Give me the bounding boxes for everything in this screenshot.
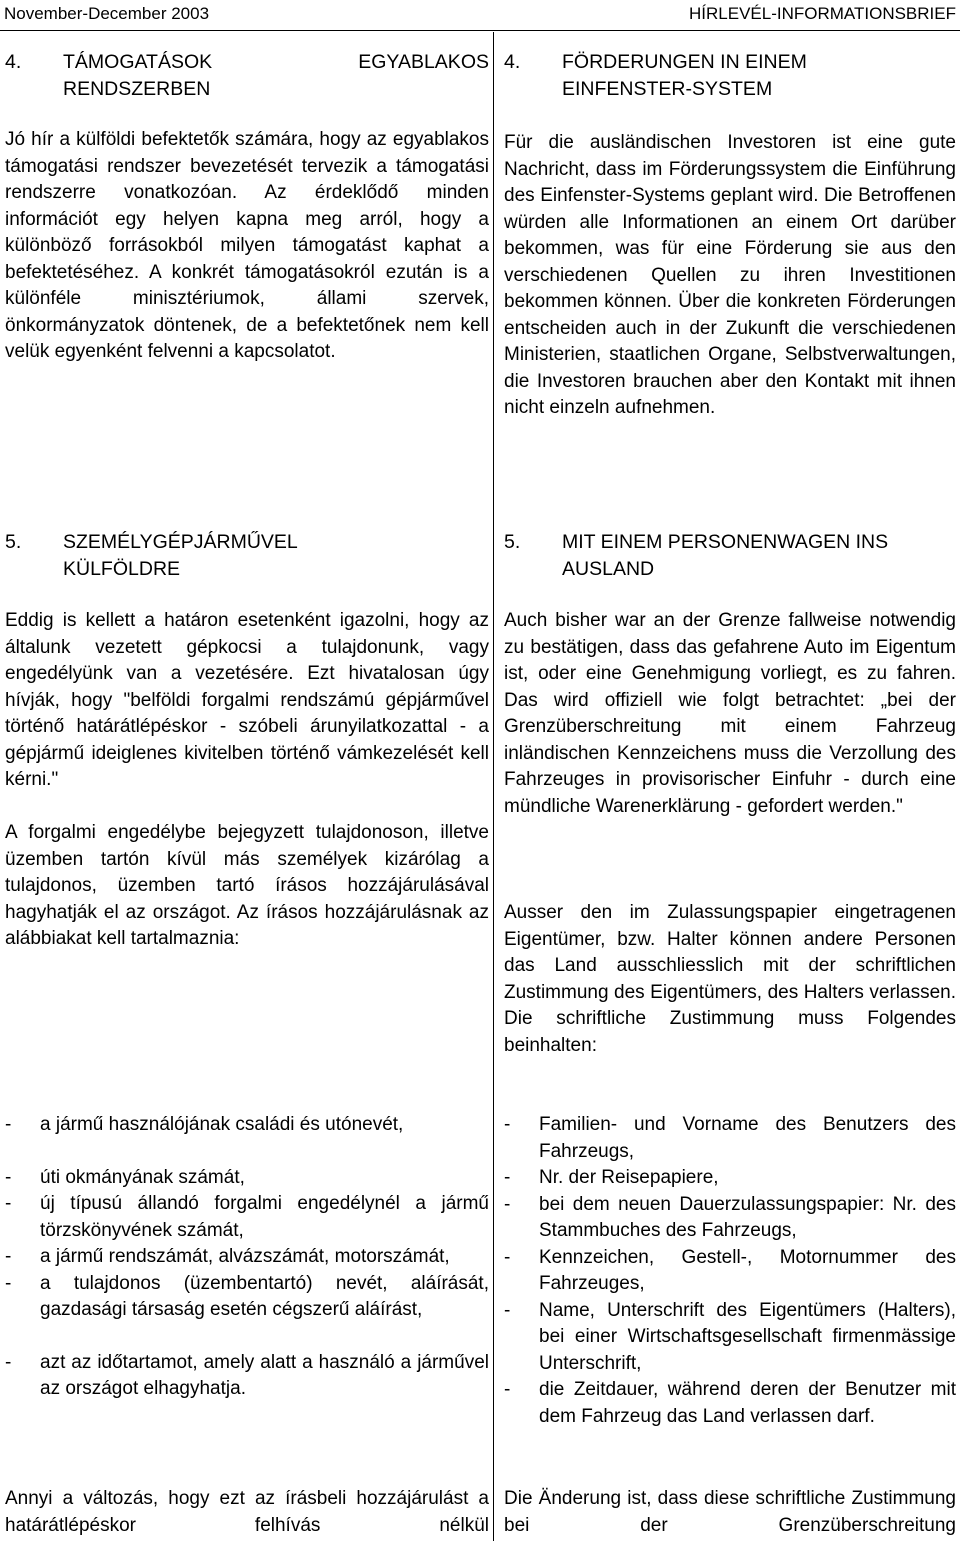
list-dash: -	[5, 1246, 12, 1267]
list-item-text: a jármű használójának családi és utónevét,	[40, 1114, 404, 1135]
list-item-text: Nr. der Reisepapiere,	[539, 1167, 719, 1188]
list-item	[504, 1298, 956, 1378]
list-item	[5, 1244, 489, 1271]
list-dash: -	[5, 1114, 12, 1135]
section-5-body2-hu: A forgalmi engedélybe bejegyzett tulajdonoson, illetve üzemben tartón kívül más személyek kizárólag a tulajdonos, üzemben tartó írásos hozzájárulásával hagyhatják el az országot. Az írásos hozzájárulásnak az alábbiakat kell tartalmaznia:	[5, 822, 489, 949]
list-item-text: bei dem neuen Dauerzulassungspapier: Nr. des Stammbuches des Fahrzeugs,	[539, 1193, 956, 1241]
list-item-text: a tulajdonos (üzembentartó) nevét, aláírását, gazdasági társaság esetén cégszerű aláírást,	[40, 1272, 489, 1320]
section-number: 5.	[504, 531, 521, 553]
list-item	[5, 1350, 489, 1403]
section-5-heading-de	[504, 529, 956, 582]
list-dash: -	[5, 1193, 12, 1214]
list-item	[504, 1192, 956, 1245]
list-item-text: Name, Unterschrift des Eigentümers (Halters), bei einer Wirtschaftsgesellschaft firmenmässige Unterschrift,	[539, 1299, 956, 1374]
section-4-body-de: Für die ausländischen Investoren ist eine gute Nachricht, dass im Förderungssystem die Einführung des Einfenster-Systems geplant wird. Die Betroffenen würden alle Informationen an einem Ort darüber bekommen, was für eine Förderung sie aus den verschiedenen Quellen zu ihren Investitionen bekommen können. Über die konkreten Förderungen entscheiden auch in der Zukunft die verschiedenen Ministerien, staatlichen Organe, Selbstverwaltungen, die Investoren brauchen aber den Kontakt mit ihnen nicht einzeln aufnehmen.	[504, 132, 956, 418]
column-hungarian	[5, 0, 489, 1541]
list-item-text: Kennzeichen, Gestell-, Motornummer des Fahrzeuges,	[539, 1246, 956, 1294]
list-item-text: die Zeitdauer, während deren der Benutzer mit dem Fahrzeug das Land verlassen darf.	[539, 1379, 956, 1427]
list-item-text: a jármű rendszámát, alvázszámát, motorszámát,	[40, 1246, 450, 1267]
section-title: TÁMOGATÁSOK EGYABLAKOS RENDSZERBEN	[63, 51, 489, 100]
list-item	[5, 1271, 489, 1324]
section-5-list-de	[504, 1112, 956, 1430]
list-dash: -	[504, 1299, 511, 1321]
section-number: 4.	[504, 51, 521, 73]
section-4-body-hu: Jó hír a külföldi befektetők számára, hogy az egyablakos támogatási rendszer bevezetését tervezik a támogatási rendszerre vonatkozóan. Az érdeklődő minden információt egy helyen kapna meg arról, hogy a különböző forrásokból milyen támogatást kaphat a befektetéséhez. A konkrét támogatásokról ezután is a különféle minisztériumok, állami szervek, önkormányzatok döntenek, de a befektetőnek nem kell velük egyenként felvenni a kapcsolatot.	[5, 129, 489, 362]
section-number: 4.	[5, 51, 22, 73]
list-item	[5, 1191, 489, 1244]
section-number: 5.	[5, 531, 22, 553]
list-item	[5, 1112, 489, 1139]
list-item-text: új típusú állandó forgalmi engedélynél a jármű törzskönyvének számát,	[40, 1193, 489, 1241]
list-dash: -	[504, 1246, 511, 1268]
section-5-heading-hu	[5, 529, 489, 582]
list-item-text: Familien- und Vorname des Benutzers des Fahrzeugs,	[539, 1114, 956, 1162]
list-dash: -	[5, 1166, 12, 1188]
header-publication-title: HÍRLEVÉL-INFORMATIONSBRIEF	[689, 4, 956, 23]
list-item-text: úti okmányának számát,	[40, 1166, 245, 1188]
list-item	[504, 1165, 956, 1192]
list-dash: -	[504, 1379, 511, 1400]
list-dash: -	[504, 1193, 511, 1215]
column-divider	[493, 32, 494, 1541]
section-5-body2-de: Ausser den im Zulassungspapier eingetragenen Eigentümer, bzw. Halter können andere Personen das Land ausschliesslich mit der schriftlichen Zustimmung des Eigentümers, des Halters verlassen. Die schriftliche Zustimmung muss Folgendes beinhalten:	[504, 902, 956, 1056]
list-dash: -	[504, 1114, 511, 1135]
list-dash: -	[5, 1272, 12, 1294]
list-item-text: azt az időtartamot, amely alatt a használó a járművel az országot elhagyhatja.	[40, 1351, 489, 1399]
section-title: SZEMÉLYGÉPJÁRMŰVEL KÜLFÖLDRE	[63, 531, 298, 580]
section-5-list-hu	[5, 1112, 489, 1403]
closing-paragraph-hu: Annyi a változás, hogy ezt az írásbeli hozzájárulást a határátlépéskor felhívás nélkül	[5, 1488, 489, 1536]
header-date: November-December 2003	[4, 4, 210, 23]
section-4-heading-de	[504, 49, 956, 102]
closing-paragraph-de: Die Änderung ist, dass diese schriftliche Zustimmung bei der Grenzüberschreitung	[504, 1488, 956, 1536]
list-item	[504, 1112, 956, 1165]
list-item	[504, 1245, 956, 1298]
section-title: MIT EINEM PERSONENWAGEN INS AUSLAND	[562, 531, 889, 580]
section-4-heading-hu	[5, 49, 489, 102]
list-dash: -	[5, 1351, 12, 1373]
section-5-body1-de: Auch bisher war an der Grenze fallweise notwendig zu bestätigen, dass das gefahrene Auto im Eigentum ist, oder eine Genehmigung vorliegt, es zu fahren. Das wird offiziell wie folgt betrachtet: „bei der Grenzüberschreitung mit einem Fahrzeug inländischen Kennzeichens muss die Verzollung des Fahrzeuges in provisorischer Einfuhr - durch eine mündliche Warenerklärung - gefordert werden."	[504, 610, 956, 817]
list-item	[5, 1165, 489, 1192]
column-german	[504, 0, 956, 1541]
section-title: FÖRDERUNGEN IN EINEM EINFENSTER-SYSTEM	[562, 51, 807, 100]
list-item	[504, 1377, 956, 1430]
list-dash: -	[504, 1167, 511, 1188]
section-5-body1-hu: Eddig is kellett a határon esetenként igazolni, hogy az általunk vezetett gépkocsi a tulajdonunk, vagy engedélyünk van a vezetésére. Ezt hivatalosan úgy hívják, hogy "belföldi forgalmi rendszámú gépjárművel történő határátlépéskor - szóbeli árunyilatkozattal - a gépjármű ideiglenes kivitelben történő vámkezelését kell kérni."	[5, 610, 489, 790]
